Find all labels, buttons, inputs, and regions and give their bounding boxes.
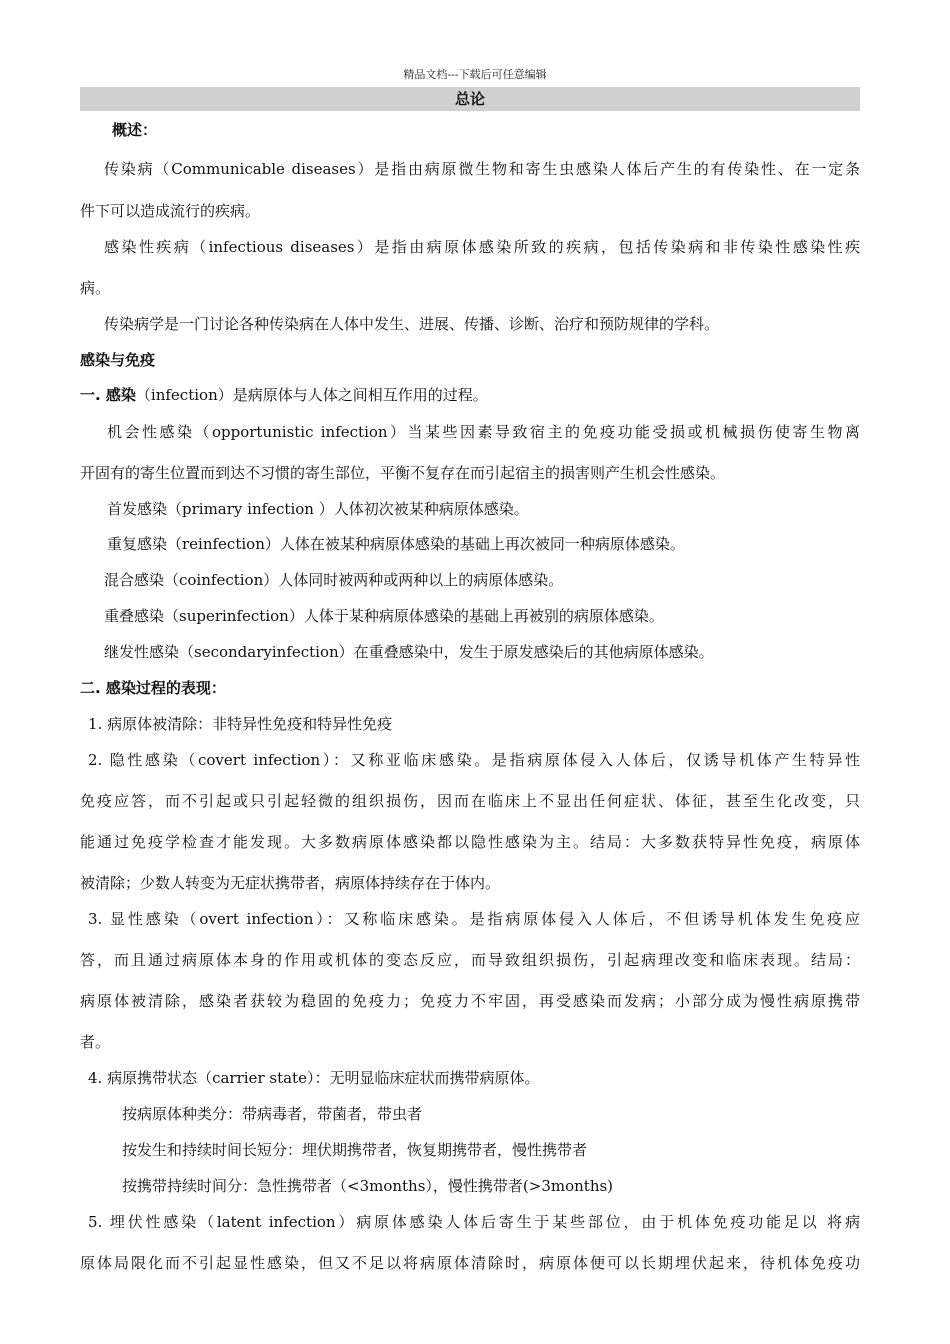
text-line-l10: 开固有的寄生位置而到达不习惯的寄生部位，平衡不复存在而引起宿主的损害则产生机会性感染。: [80, 464, 726, 482]
text-line-l19: 免疫应答，而不引起或只引起轻微的组织损伤，因而在临床上不显出任何症状、体征，甚至生化改变，只: [80, 792, 860, 810]
text-line-l03: 件下可以造成流行的疾病。: [80, 202, 261, 220]
text-line-l31: 原体局限化而不引起显性感染，但又不足以将病原体清除时，病原体便可以长期埋伏起来，待机体免疫功: [80, 1254, 860, 1272]
text-line-l09: 机会性感染（opportunistic infection）当某些因素导致宿主的免疫功能受损或机械损伤使寄生物离: [107, 423, 860, 441]
text-line-l16: 二. 感染过程的表现：: [80, 679, 226, 697]
text-line-l22: 3. 显性感染（overt infection）：又称临床感染。是指病原体侵入人体后，不但诱导机体发生免疫应: [88, 910, 860, 928]
text-line-l27: 按病原体种类分：带病毒者，带菌者，带虫者: [122, 1105, 423, 1123]
text-line-l17: 1. 病原体被清除：非特异性免疫和特异性免疫: [88, 715, 393, 733]
section-title: 总论: [454, 90, 485, 108]
text-line-l30: 5. 埋伏性感染（latent infection）病原体感染人体后寄生于某些部位，由于机体免疫功能足以 将病: [88, 1213, 860, 1231]
text-run-l08-1: （infection）是病原体与人体之间相互作用的过程。: [135, 386, 488, 404]
text-line-l02: 传染病（Communicable diseases）是指由病原微生物和寄生虫感染人体后产生的有传染性、在一定条: [104, 160, 860, 178]
text-line-l21: 被清除；少数人转变为无症状携带者，病原体持续存在于体内。: [80, 874, 501, 892]
text-line-l25: 者。: [80, 1033, 111, 1051]
page-header-note: 精品文档---下载后可任意编辑: [403, 68, 547, 81]
text-line-l04: 感染性疾病（infectious diseases）是指由病原体感染所致的疾病，包括传染病和非传染性感染性疾: [104, 238, 860, 256]
text-line-l23: 答，而且通过病原体本身的作用或机体的变态反应，而导致组织损伤，引起病理改变和临床表现。结局：: [80, 951, 860, 969]
text-line-l24: 病原体被清除，感染者获较为稳固的免疫力；免疫力不牢固，再受感染而发病；小部分成为慢性病原携带: [80, 992, 860, 1010]
text-line-l28: 按发生和持续时间长短分：埋伏期携带者，恢复期携带者，慢性携带者: [122, 1141, 588, 1159]
text-line-l20: 能通过免疫学检查才能发现。大多数病原体感染都以隐性感染为主。结局：大多数获特异性免疫，病原体: [80, 833, 860, 851]
text-line-l11: 首发感染（primary infection ）人体初次被某种病原体感染。: [107, 500, 529, 518]
text-line-l01: 概述：: [112, 121, 158, 139]
text-line-l15: 继发性感染（secondaryinfection）在重叠感染中，发生于原发感染后的其他病原体感染。: [104, 643, 714, 661]
text-line-l29: 按携带持续时间分：急性携带者（<3months），慢性携带者(>3months): [122, 1177, 614, 1195]
text-line-l13: 混合感染（coinfection）人体同时被两种或两种以上的病原体感染。: [104, 571, 564, 589]
section-title-bar: [80, 87, 860, 111]
text-run-l08-0: 一. 感染: [80, 386, 136, 404]
text-line-l26: 4. 病原携带状态（carrier state）：无明显临床症状而携带病原体。: [88, 1069, 540, 1087]
text-line-l14: 重叠感染（superinfection）人体于某种病原体感染的基础上再被别的病原体感染。: [104, 607, 664, 625]
text-line-l08: [80, 384, 860, 406]
text-line-l06: 传染病学是一门讨论各种传染病在人体中发生、进展、传播、诊断、治疗和预防规律的学科。: [104, 315, 720, 333]
text-line-l07: 感染与免疫: [80, 351, 156, 369]
text-line-l18: 2. 隐性感染（covert infection）：又称亚临床感染。是指病原体侵入人体后，仅诱导机体产生特异性: [88, 751, 860, 769]
text-line-l12: 重复感染（reinfection）人体在被某种病原体感染的基础上再次被同一种病原体感染。: [107, 535, 685, 553]
text-line-l05: 病。: [80, 279, 111, 297]
